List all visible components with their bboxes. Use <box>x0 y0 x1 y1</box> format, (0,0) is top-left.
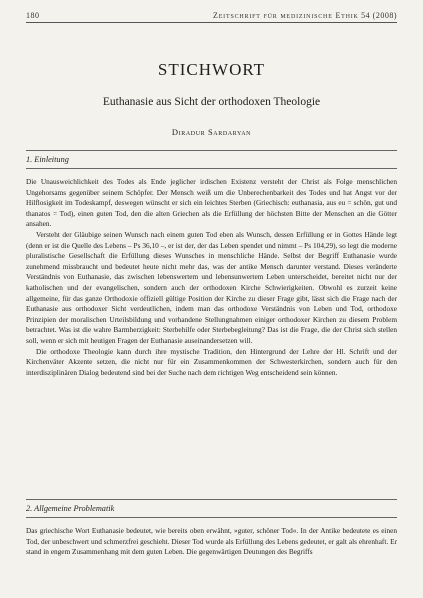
page-number: 180 <box>26 11 40 20</box>
section-1-bottom-rule <box>26 168 397 169</box>
section-2-top-rule <box>26 499 397 500</box>
section-1-body <box>26 177 397 378</box>
header-rule <box>26 22 397 23</box>
section-1-heading: 1. Einleitung <box>26 155 69 164</box>
author-name: Diradur Sardaryan <box>171 127 252 137</box>
paragraph: Versteht der Gläubige seinen Wunsch nach einem guten Tod eben als Wunsch, dessen Erfüllung er in Gottes Hände legt (denn er ist die Quelle des Lebens – Ps 36,10 –, er ist der, der das Leben spendet und nimmt – Ps 104,29), so legt die moderne pluralistische Gesellschaft die Erfüllung dieses Wunsches in menschliche Hände. Selbst der Begriff Euthanasie wurde zunehmend missbraucht und bedeutet heute nicht mehr das, was der antike Mensch darunter verstand. Dieses veränderte Verständnis von Euthanasie, das zwischen lebenswertem und lebensunwertem Leben unterscheidet, bereitet nicht nur der katholischen und der evangelischen, sondern auch der orthodoxen Kirche Schwierigkeiten. Obwohl es zurzeit keine allgemeine, für das ganze Orthodoxie offiziell gültige Position der Kirche zu dieser Frage gibt, lässt sich die Frage nach der Euthanasie aus orthodoxer Sicht verdeutlichen, indem man das orthodoxe Verständnis von Leben und Tod, orthodoxe Prinzipien der moralischen Urteilsbildung und vorhandene Stellungnahmen einiger orthodoxer Kirchen zu diesem Problem betrachtet. Was ist die wahre Barmherzigkeit: Sterbehilfe oder Sterbebegleitung? Das ist die Frage, die der Christ sich stellen soll, wenn er sich mit heutigen Fragen der Euthanasie auseinandersetzen will. <box>26 229 397 345</box>
section-2-bottom-rule <box>26 517 397 518</box>
article-title: Euthanasie aus Sicht der orthodoxen Theologie <box>102 96 321 108</box>
section-2-heading: 2. Allgemeine Problematik <box>26 504 115 513</box>
journal-volume: 54 (2008) <box>361 11 397 20</box>
section-title: STICHWORT <box>157 60 266 79</box>
section-1-top-rule <box>26 150 397 151</box>
paragraph: Die orthodoxe Theologie kann durch ihre mystische Tradition, den Hintergrund der Lehre der Hl. Schrift und der Kirchenväter Akzente setzen, die nicht nur für ein Zusammenkommen der Schwesterkirchen, sondern auch für den interdisziplinären Dialog bedeutend sind bei der Suche nach dem richtigen Weg entscheidend sein können. <box>26 346 397 377</box>
paragraph: Das griechische Wort Euthanasie bedeutet, wie bereits oben erwähnt, »guter, schöner Tod«. In der Antike bedeutete es einen Tod, der unbeschwert und schmerzfrei geschieht. Dieser Tod wurde als Erfüllung des Lebens gedeutet, er galt als ehrenhaft. Er stand in engem Zusammenhang mit dem guten Leben. Die gegenwärtigen Deutungen des Begriffs <box>26 526 397 557</box>
journal-name: Zeitschrift für medizinische Ethik <box>213 11 359 20</box>
section-2-body <box>26 526 397 558</box>
running-header <box>26 11 397 20</box>
paragraph: Die Unausweichlichkeit des Todes als Ende jeglicher irdischen Existenz versteht der Christ als Folge menschlichen Ungehorsams gegenüber seinem Schöpfer. Der Mensch weiß um die Unberechenbarkeit des Todes und hat Angst vor der Hilflosigkeit im Todeskampf, deswegen wünscht er sich ein leichtes Sterben (Griechisch: euthanasia, aus eu = schön, gut und thanatos = Tod), einen guten Tod, den die alten Griechen als die Erfüllung der höchsten Bitte der Menschen an die Götter ansahen. <box>26 177 397 229</box>
